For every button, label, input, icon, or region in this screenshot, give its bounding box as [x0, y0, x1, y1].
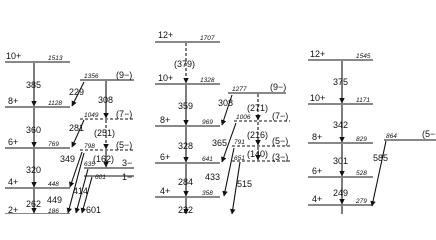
- level-spin: 8+: [8, 96, 19, 106]
- level-energy: 358: [202, 190, 213, 197]
- level-energy: 448: [48, 181, 59, 188]
- transition-energy: 301: [333, 156, 349, 166]
- transition-energy: 375: [333, 77, 349, 87]
- level-spin: 10+: [158, 73, 174, 83]
- level-spin: 8+: [160, 115, 171, 125]
- transition-energy: (251): [94, 128, 116, 138]
- side-level-energy: 1356: [84, 73, 99, 80]
- transition-energy: 262: [26, 199, 42, 209]
- level-spin: 4+: [8, 177, 19, 187]
- transition-energy: 320: [26, 165, 42, 175]
- side-level-energy: 791: [234, 139, 245, 146]
- transition-energy: 342: [333, 120, 349, 130]
- transition-energy: 385: [26, 80, 42, 90]
- side-level-energy: 601: [95, 174, 106, 181]
- level-energy: 969: [202, 119, 213, 126]
- side-level-spin: (9−): [270, 82, 287, 92]
- side-level-spin: (5−): [272, 136, 289, 146]
- level-energy: 1545: [356, 53, 371, 60]
- transition-energy: 328: [178, 141, 194, 151]
- level-energy: 1513: [48, 55, 63, 62]
- transition-energy: (140): [247, 149, 269, 159]
- transition-energy: (379): [174, 59, 196, 69]
- side-level-spin: (5−): [116, 140, 133, 150]
- level-energy: 528: [356, 170, 367, 177]
- side-level-energy: 798: [84, 143, 95, 150]
- level-energy: 641: [202, 156, 213, 163]
- side-level-energy: 651: [234, 155, 245, 162]
- level-spin: 2+: [8, 205, 19, 214]
- band-3: [308, 49, 436, 214]
- side-level-spin: (9−): [116, 70, 133, 80]
- transition-energy: 249: [333, 188, 349, 198]
- band-2: [155, 30, 290, 214]
- level-energy: 829: [356, 136, 367, 143]
- level-energy: 1128: [48, 100, 62, 107]
- transition-energy: (162): [93, 154, 115, 164]
- level-spin: 12+: [158, 30, 174, 40]
- transition-energy: 585: [373, 153, 389, 163]
- transition-energy: 365: [212, 138, 228, 148]
- transition-energy: 281: [69, 123, 85, 133]
- transition-energy: 222: [178, 205, 194, 214]
- level-spin: 10+: [310, 93, 326, 103]
- side-level-energy: 1277: [232, 86, 247, 93]
- side-level-spin: 3−: [122, 158, 133, 168]
- side-level-spin: (3−): [272, 152, 289, 162]
- transition-energy: 414: [73, 186, 89, 196]
- transition-energy: 308: [98, 95, 114, 105]
- level-spin: 4+: [312, 194, 323, 204]
- level-spin: 6+: [312, 166, 323, 176]
- level-spin: 6+: [160, 152, 171, 162]
- level-energy: 1328: [200, 77, 215, 84]
- band-1: [5, 51, 134, 214]
- level-energy: 279: [356, 198, 367, 205]
- side-level-energy: 1049: [84, 112, 99, 119]
- transition-energy: 359: [178, 101, 194, 111]
- side-level-energy: 635: [84, 161, 95, 168]
- transition-energy: (216): [247, 130, 269, 140]
- transition-energy: (271): [247, 103, 269, 113]
- transition-arrow: [224, 148, 234, 196]
- level-energy: 1171: [356, 97, 370, 104]
- level-spin: 6+: [8, 137, 19, 147]
- transition-energy: 360: [26, 125, 42, 135]
- side-level-spin: (7−): [272, 111, 289, 121]
- side-level-energy: 1006: [236, 114, 251, 121]
- transition-energy: 229: [69, 87, 85, 97]
- transition-energy: 433: [205, 172, 221, 182]
- level-spin: 8+: [312, 132, 323, 142]
- transition-energy: 308: [218, 98, 234, 108]
- level-energy: 1707: [200, 35, 215, 42]
- side-level-energy: 864: [386, 133, 397, 140]
- transition-energy: 449: [47, 195, 63, 205]
- level-spin: 10+: [6, 51, 22, 61]
- transition-energy: 284: [178, 177, 194, 187]
- level-spin: 4+: [160, 186, 171, 196]
- transition-energy: 349: [60, 154, 76, 164]
- side-level-spin: 1−: [122, 172, 133, 182]
- level-energy: 186: [48, 208, 59, 214]
- level-spin: 12+: [310, 49, 326, 59]
- transition-energy: 515: [237, 179, 253, 189]
- transition-energy: 601: [86, 205, 102, 214]
- side-level-spin: (5−: [422, 129, 436, 139]
- side-level-spin: (7−): [116, 109, 133, 119]
- level-energy: 769: [48, 141, 59, 148]
- transition-arrow: [372, 141, 389, 206]
